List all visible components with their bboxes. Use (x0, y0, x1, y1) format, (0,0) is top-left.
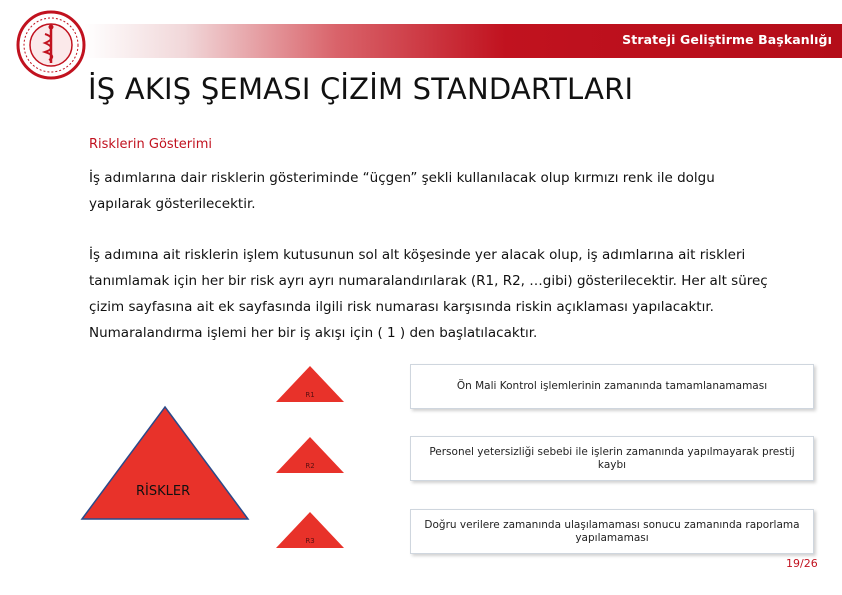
page-title: İŞ AKIŞ ŞEMASI ÇİZİM STANDARTLARI (88, 72, 634, 106)
risks-triangle (80, 405, 250, 521)
organization-name: Strateji Geliştirme Başkanlığı (622, 32, 832, 47)
risk-code-r3: R3 (305, 537, 315, 545)
paragraph-triangle-rule: İş adımlarına dair risklerin gösteriminde “üçgen” şekli kullanılacak olup kırmızı renk ile dolgu yapılarak gösterilecektir. (89, 170, 715, 212)
page-number: 19/26 (786, 557, 818, 570)
ministry-of-health-logo-icon (9, 8, 93, 82)
risk-code-r1: R1 (305, 391, 315, 399)
risk-description-r3: Doğru verilere zamanında ulaşılamaması sonucu zamanında raporlama yapılamaması (410, 509, 814, 554)
risks-label: RİSKLER (136, 484, 191, 499)
risk-description-r1: Ön Mali Kontrol işlemlerinin zamanında tamamlanamaması (410, 364, 814, 409)
paragraph-numbering-rule: İş adımına ait risklerin işlem kutusunun sol alt köşesinde yer alacak olup, iş adımlarına ait riskleri tanımlamak için her bir risk ayrı ayrı numaralandırılarak (R1, R2, …gibi) gösterilecektir. Her alt süreç çizim sayfasına ait ek sayfasında ilgili risk numarası karşısında riskin açıklaması yapılacaktır. Numaralandırma işlemi her bir iş akışı için ( 1 ) den başlatılacaktır. (89, 247, 768, 341)
risk-description-r2: Personel yetersizliği sebebi ile işlerin zamanında yapılmayarak prestij kaybı (410, 436, 814, 481)
risk-code-r2: R2 (305, 462, 315, 470)
section-heading: Risklerin Gösterimi (89, 137, 213, 152)
